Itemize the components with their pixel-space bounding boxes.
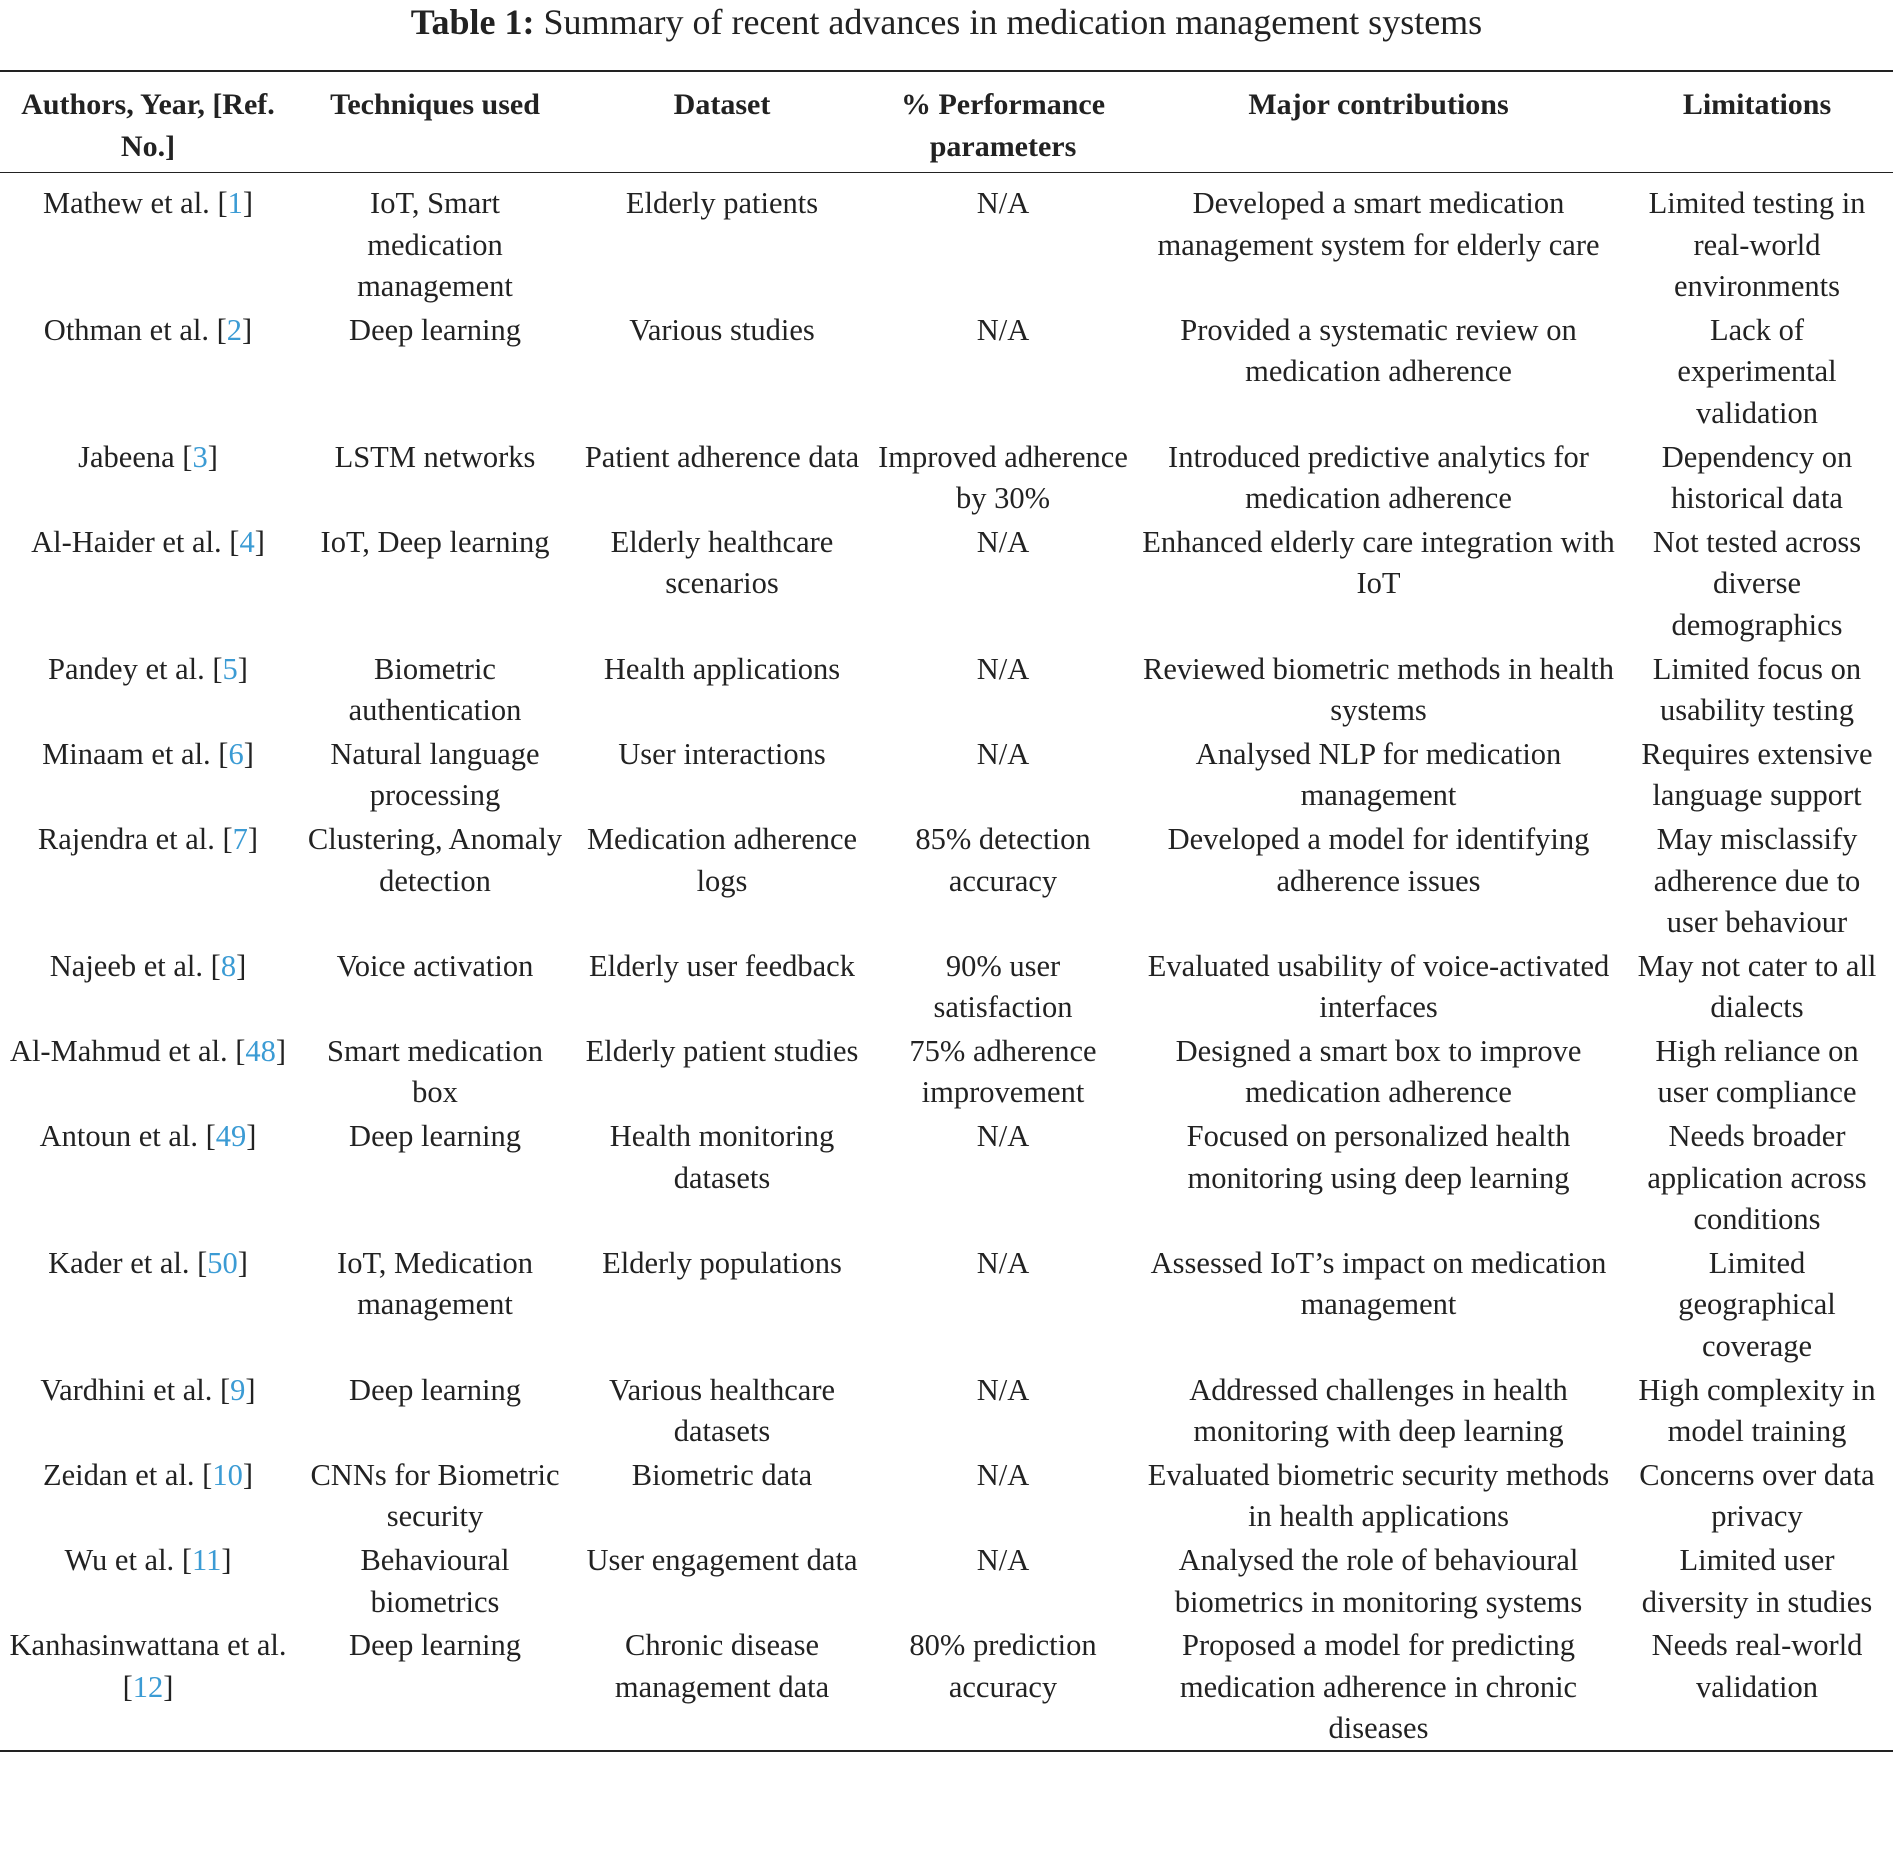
performance-cell: N/A [976,1543,1030,1577]
performance-cell: N/A [976,1245,1030,1280]
contribution-cell: Evaluated usability of voice-activated interfaces [1147,948,1610,1025]
contribution-cell: Designed a smart box to improve medication adherence [1175,1033,1582,1110]
column-header-limitations: Limitations [1682,88,1832,121]
table-container [0,70,1893,1752]
author-cell: Minaam et al. [6] [42,736,254,771]
performance-cell: N/A [976,1372,1030,1407]
author-cell: Vardhini et al. [9] [40,1372,256,1407]
contribution-cell: Enhanced elderly care integration with IoT [1142,524,1615,601]
limitation-cell: May not cater to all dialects [1637,948,1877,1025]
technique-cell: LSTM networks [334,439,536,474]
contribution-cell: Developed a model for identifying adherence issues [1167,821,1590,898]
contribution-cell: Evaluated biometric security methods in health applications [1147,1457,1610,1534]
technique-cell: IoT, Deep learning [320,524,550,559]
limitation-cell: High complexity in model training [1638,1372,1876,1449]
author-cell: Jabeena [3] [78,439,218,474]
dataset-cell: Elderly user feedback [589,948,855,983]
table-header [0,71,1893,173]
caption-text: Summary of recent advances in medication management systems [534,2,1483,42]
table-row [0,1453,1893,1538]
performance-cell: N/A [976,186,1030,220]
limitation-cell: Limited focus on usability testing [1652,651,1862,728]
dataset-cell: Various studies [629,312,815,347]
performance-cell: N/A [976,312,1030,347]
technique-cell: Clustering, Anomaly detection [307,821,563,898]
table-row [0,944,1893,1029]
author-cell: Al-Haider et al. [4] [31,524,265,559]
author-name: Zeidan et al. [42,1457,203,1492]
author-cell: Kader et al. [50] [48,1245,248,1280]
dataset-cell: Health applications [603,651,841,686]
author-cell: Al-Mahmud et al. [48] [9,1033,287,1068]
technique-cell: Smart medication box [327,1033,543,1110]
reference-link[interactable]: 7 [232,821,248,856]
technique-cell: Natural language processing [330,736,540,813]
performance-cell: 85% detection accuracy [915,821,1091,898]
reference-link[interactable]: 2 [226,312,243,347]
author-name: Vardhini et al. [40,1372,220,1407]
dataset-cell: Elderly patient studies [585,1033,859,1068]
dataset-cell: User interactions [618,736,826,771]
author-cell: Othman et al. [2] [43,312,253,347]
technique-cell: Deep learning [349,312,521,347]
performance-cell: 90% user satisfaction [933,948,1073,1025]
performance-cell: N/A [976,1457,1030,1492]
table-row [0,1368,1893,1453]
reference-link[interactable]: 3 [192,439,208,474]
table-row [0,647,1893,732]
limitation-cell: May misclassify adherence due to user behaviour [1653,821,1861,940]
author-name: Al-Haider et al. [31,524,230,559]
author-name: Antoun et al. [39,1119,206,1154]
reference-link[interactable]: 10 [212,1457,243,1492]
summary-table [0,70,1893,1752]
table-row [0,817,1893,944]
technique-cell: Deep learning [349,1119,521,1154]
author-cell: Najeeb et al. [8] [49,948,247,983]
author-cell: Rajendra et al. [7] [37,821,259,856]
performance-cell: N/A [976,524,1030,559]
contribution-cell: Introduced predictive analytics for medication adherence [1168,439,1589,516]
limitation-cell: Requires extensive language support [1641,736,1873,813]
reference-link[interactable]: 12 [132,1669,164,1704]
reference-link[interactable]: 11 [191,1543,222,1577]
author-name: Kader et al. [48,1245,198,1280]
author-name: Rajendra et al. [37,821,223,856]
author-name: Mathew et al. [42,186,218,220]
reference-link[interactable]: 6 [228,736,244,771]
performance-cell: N/A [976,651,1030,686]
table-row [0,520,1893,647]
limitation-cell: Not tested across diverse demographics [1652,524,1862,642]
limitation-cell: High reliance on user compliance [1655,1033,1859,1110]
column-header-authors: Authors, Year, [Ref. No.] [21,88,275,163]
author-name: Minaam et al. [42,736,219,771]
contribution-cell: Analysed the role of behavioural biometrics in monitoring systems [1174,1543,1583,1619]
dataset-cell: Elderly populations [602,1245,842,1280]
dataset-cell: Patient adherence data [584,439,860,474]
reference-link[interactable]: 5 [222,651,238,686]
dataset-cell: Chronic disease management data [614,1628,830,1704]
table-row [0,173,1893,308]
reference-link[interactable]: 9 [230,1372,246,1407]
table-row [0,1241,1893,1368]
limitation-cell: Needs broader application across conditions [1647,1119,1867,1237]
contribution-cell: Focused on personalized health monitoring using deep learning [1186,1119,1571,1195]
technique-cell: IoT, Medication management [337,1245,533,1322]
limitation-cell: Lack of experimental validation [1677,312,1837,430]
table-row [0,308,1893,435]
author-name: Jabeena [78,439,183,474]
technique-cell: Deep learning [349,1628,521,1663]
author-name: Najeeb et al. [49,948,211,983]
author-cell: Zeidan et al. [10] [42,1457,254,1492]
caption-label: Table 1: [410,2,535,42]
column-header-techniques: Techniques used [330,88,540,121]
table-row [0,435,1893,520]
dataset-cell: Elderly patients [625,186,819,220]
reference-link[interactable]: 4 [239,524,255,559]
contribution-cell: Reviewed biometric methods in health systems [1143,651,1614,728]
table-row [0,732,1893,817]
column-header-dataset: Dataset [673,88,771,121]
dataset-cell: Medication adherence logs [586,821,858,898]
technique-cell: Voice activation [336,948,534,983]
author-cell: Kanhasinwattana et al. [12] [9,1628,287,1704]
author-cell: Pandey et al. [5] [48,651,248,686]
author-name: Othman et al. [43,312,217,347]
table-body [0,173,1893,1751]
contribution-cell: Addressed challenges in health monitoring with deep learning [1189,1372,1568,1449]
contribution-cell: Developed a smart medication management system for elderly care [1157,186,1600,262]
author-name: Pandey et al. [48,651,213,686]
technique-cell: Biometric authentication [348,651,522,728]
dataset-cell: User engagement data [586,1543,858,1577]
contribution-cell: Proposed a model for predicting medication adherence in chronic diseases [1179,1628,1578,1746]
dataset-cell: Health monitoring datasets [609,1119,835,1195]
header-row [0,71,1893,173]
reference-link[interactable]: 1 [227,186,243,220]
table-row [0,1538,1893,1623]
reference-link[interactable]: 48 [245,1033,276,1068]
technique-cell: Deep learning [349,1372,521,1407]
column-header-performance: % Performance parameters [900,88,1106,163]
author-cell: Antoun et al. [49] [39,1119,257,1154]
technique-cell: IoT, Smart medication management [357,186,513,304]
limitation-cell: Limited testing in real-world environments [1648,186,1866,304]
table-row [0,1029,1893,1114]
performance-cell: N/A [976,736,1030,771]
limitation-cell: Needs real-world validation [1651,1628,1863,1704]
table-row [0,1114,1893,1241]
limitation-cell: Limited geographical coverage [1678,1245,1836,1364]
contribution-cell: Assessed IoT’s impact on medication management [1150,1245,1607,1322]
table-caption [0,0,1893,52]
author-name: Kanhasinwattana et al. [9,1628,287,1663]
reference-link[interactable]: 49 [215,1119,247,1154]
limitation-cell: Concerns over data privacy [1639,1457,1875,1534]
author-name: Wu et al. [64,1543,182,1577]
performance-cell: N/A [976,1119,1030,1154]
table-row [0,1623,1893,1751]
author-cell: Wu et al. [11] [64,1543,232,1577]
reference-link[interactable]: 50 [207,1245,238,1280]
contribution-cell: Analysed NLP for medication management [1195,736,1562,813]
dataset-cell: Elderly healthcare scenarios [610,524,834,601]
technique-cell: Behavioural biometrics [360,1543,510,1619]
column-header-contributions: Major contributions [1248,88,1509,121]
performance-cell: 80% prediction accuracy [909,1628,1097,1704]
author-name: Al-Mahmud et al. [9,1033,236,1068]
limitation-cell: Dependency on historical data [1661,439,1853,516]
dataset-cell: Various healthcare datasets [608,1372,836,1449]
limitation-cell: Limited user diversity in studies [1641,1543,1873,1619]
performance-cell: Improved adherence by 30% [878,439,1128,516]
author-cell: Mathew et al. [1] [42,186,254,220]
dataset-cell: Biometric data [631,1457,813,1492]
reference-link[interactable]: 8 [220,948,237,983]
technique-cell: CNNs for Biometric security [310,1457,560,1534]
performance-cell: 75% adherence improvement [909,1033,1097,1110]
contribution-cell: Provided a systematic review on medication adherence [1180,312,1577,389]
